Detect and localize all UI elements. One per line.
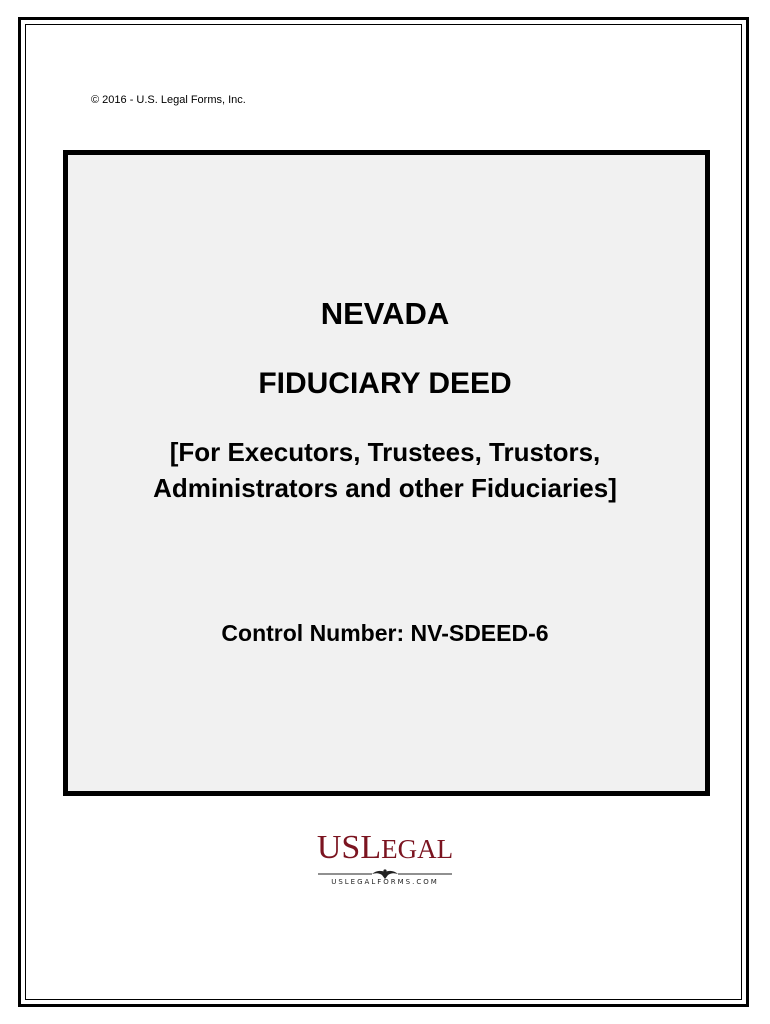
- logo-word-us: US: [316, 829, 361, 866]
- control-number: Control Number: NV-SDEED-6: [221, 620, 549, 646]
- subtitle-line-1: [For Executors, Trustees, Trustors,: [169, 437, 601, 467]
- document-subtitle: [0, 434, 770, 506]
- state-title: NEVADA: [320, 296, 450, 331]
- logo-word-l: L: [360, 829, 382, 866]
- logo-word-egal: EGAL: [381, 834, 454, 864]
- subtitle-line-2: Administrators and other Fiduciaries]: [153, 473, 617, 503]
- logo-wordmark: [310, 830, 460, 867]
- copyright-notice: © 2016 - U.S. Legal Forms, Inc.: [91, 94, 246, 106]
- logo-url: USLEGALFORMS.COM: [331, 878, 439, 886]
- document-title: FIDUCIARY DEED: [258, 367, 512, 400]
- uslegal-logo: [310, 830, 460, 892]
